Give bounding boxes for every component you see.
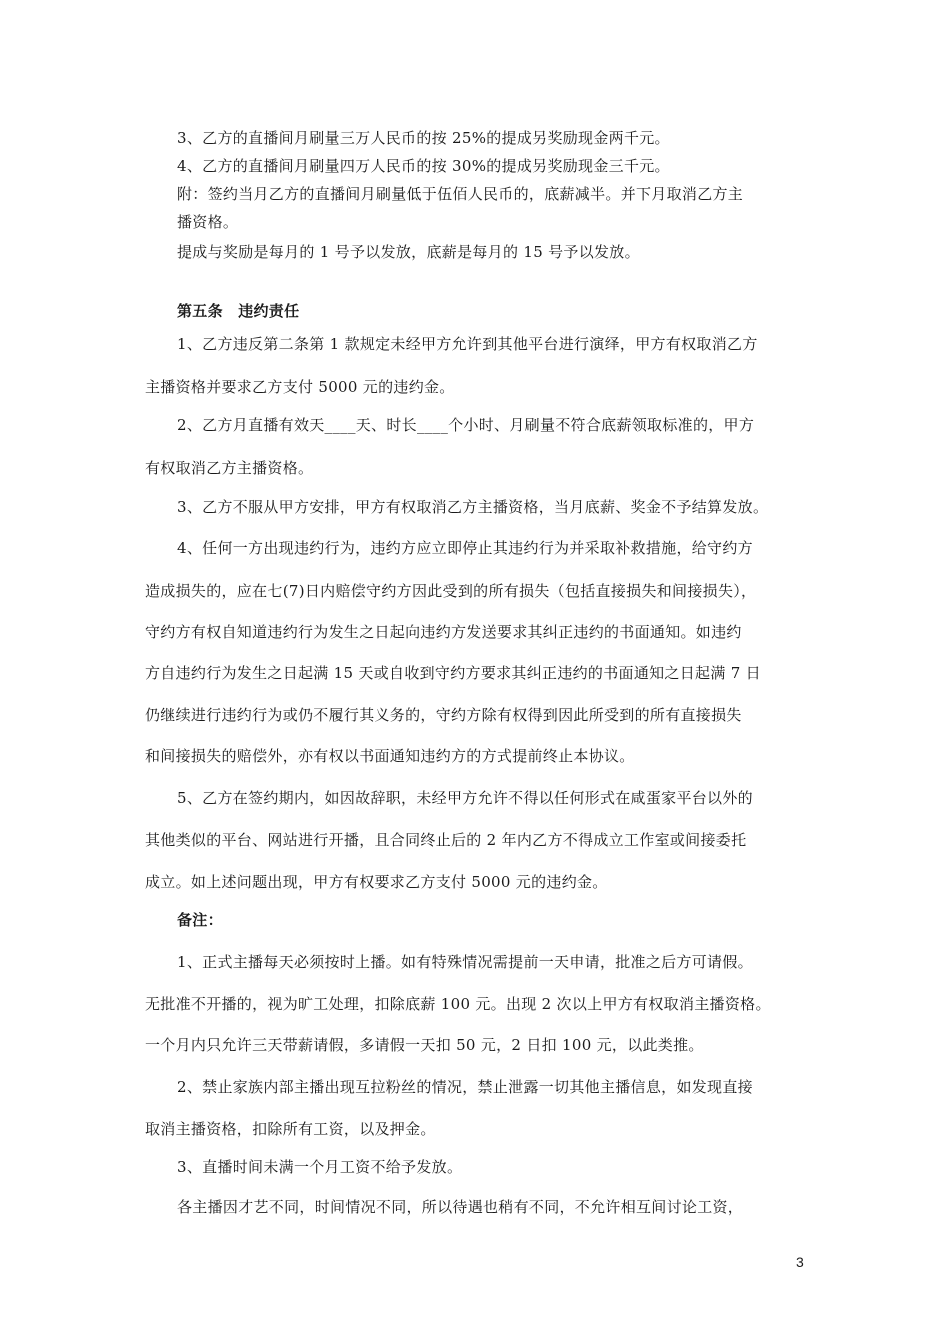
clause-4-item-3: 3、乙方的直播间月刷量三万人民币的按 25%的提成另奖励现金两千元。	[177, 129, 670, 147]
clause-5-item-4-line-2: 造成损失的，应在七(7)日内赔偿守约方因此受到的所有损失（包括直接损失和间接损失），	[145, 582, 757, 600]
clause-5-item-5-line-1: 5、乙方在签约期内，如因故辞职，未经甲方允许不得以任何形式在咸蛋家平台以外的	[177, 789, 753, 807]
page-number: 3	[796, 1254, 804, 1270]
salary-note: 各主播因才艺不同，时间情况不同，所以待遇也稍有不同，不允许相互间讨论工资，	[177, 1198, 744, 1216]
appendix-note-line-2: 播资格。	[177, 213, 239, 231]
appendix-note-line-1: 附：签约当月乙方的直播间月刷量低于伍佰人民币的，底薪减半。并下月取消乙方主	[177, 185, 744, 203]
clause-5-item-4-line-4: 方自违约行为发生之日起满 15 天或自收到守约方要求其纠正违约的书面通知之日起满 7 日	[145, 664, 761, 682]
clause-5-item-5-line-2: 其他类似的平台、网站进行开播，且合同终止后的 2 年内乙方不得成立工作室或间接委托	[145, 831, 747, 849]
remark-1-line-1: 1、正式主播每天必须按时上播。如有特殊情况需提前一天申请，批准之后方可请假。	[177, 953, 753, 971]
clause-5-item-2-line-1: 2、乙方月直播有效天____天、时长____个小时、月刷量不符合底薪领取标准的，甲方	[177, 416, 755, 434]
remarks-heading: 备注：	[177, 911, 223, 929]
clause-5-item-2-line-2: 有权取消乙方主播资格。	[145, 459, 314, 477]
clause-4-item-4: 4、乙方的直播间月刷量四万人民币的按 30%的提成另奖励现金三千元。	[177, 157, 670, 175]
clause-5-item-1-line-1: 1、乙方违反第二条第 1 款规定未经甲方允许到其他平台进行演绎，甲方有权取消乙方	[177, 335, 758, 353]
clause-5-item-4-line-5: 仍继续进行违约行为或仍不履行其义务的，守约方除有权得到因此所受到的所有直接损失	[145, 706, 742, 724]
payment-schedule: 提成与奖励是每月的 1 号予以发放，底薪是每月的 15 号予以发放。	[177, 243, 640, 261]
remark-2-line-2: 取消主播资格，扣除所有工资，以及押金。	[145, 1120, 436, 1138]
remark-2-line-1: 2、禁止家族内部主播出现互拉粉丝的情况，禁止泄露一切其他主播信息，如发现直接	[177, 1078, 753, 1096]
clause-5-item-4-line-6: 和间接损失的赔偿外，亦有权以书面通知违约方的方式提前终止本协议。	[145, 747, 635, 765]
remark-1-line-3: 一个月内只允许三天带薪请假，多请假一天扣 50 元，2 日扣 100 元，以此类推。	[145, 1036, 704, 1054]
clause-5-item-5-line-3: 成立。如上述问题出现，甲方有权要求乙方支付 5000 元的违约金。	[145, 873, 608, 891]
clause-5-item-1-line-2: 主播资格并要求乙方支付 5000 元的违约金。	[145, 378, 455, 396]
clause-5-item-3: 3、乙方不服从甲方安排，甲方有权取消乙方主播资格，当月底薪、奖金不予结算发放。	[177, 498, 769, 516]
clause-5-item-4-line-3: 守约方有权自知道违约行为发生之日起向违约方发送要求其纠正违约的书面通知。如违约	[145, 623, 742, 641]
clause-5-item-4-line-1: 4、任何一方出现违约行为，违约方应立即停止其违约行为并采取补救措施，给守约方	[177, 539, 753, 557]
remark-1-line-2: 无批准不开播的，视为旷工处理，扣除底薪 100 元。出现 2 次以上甲方有权取消主播资格。	[145, 995, 771, 1013]
remark-3: 3、直播时间未满一个月工资不给予发放。	[177, 1158, 463, 1176]
section-heading-article-5: 第五条 违约责任	[177, 302, 300, 320]
